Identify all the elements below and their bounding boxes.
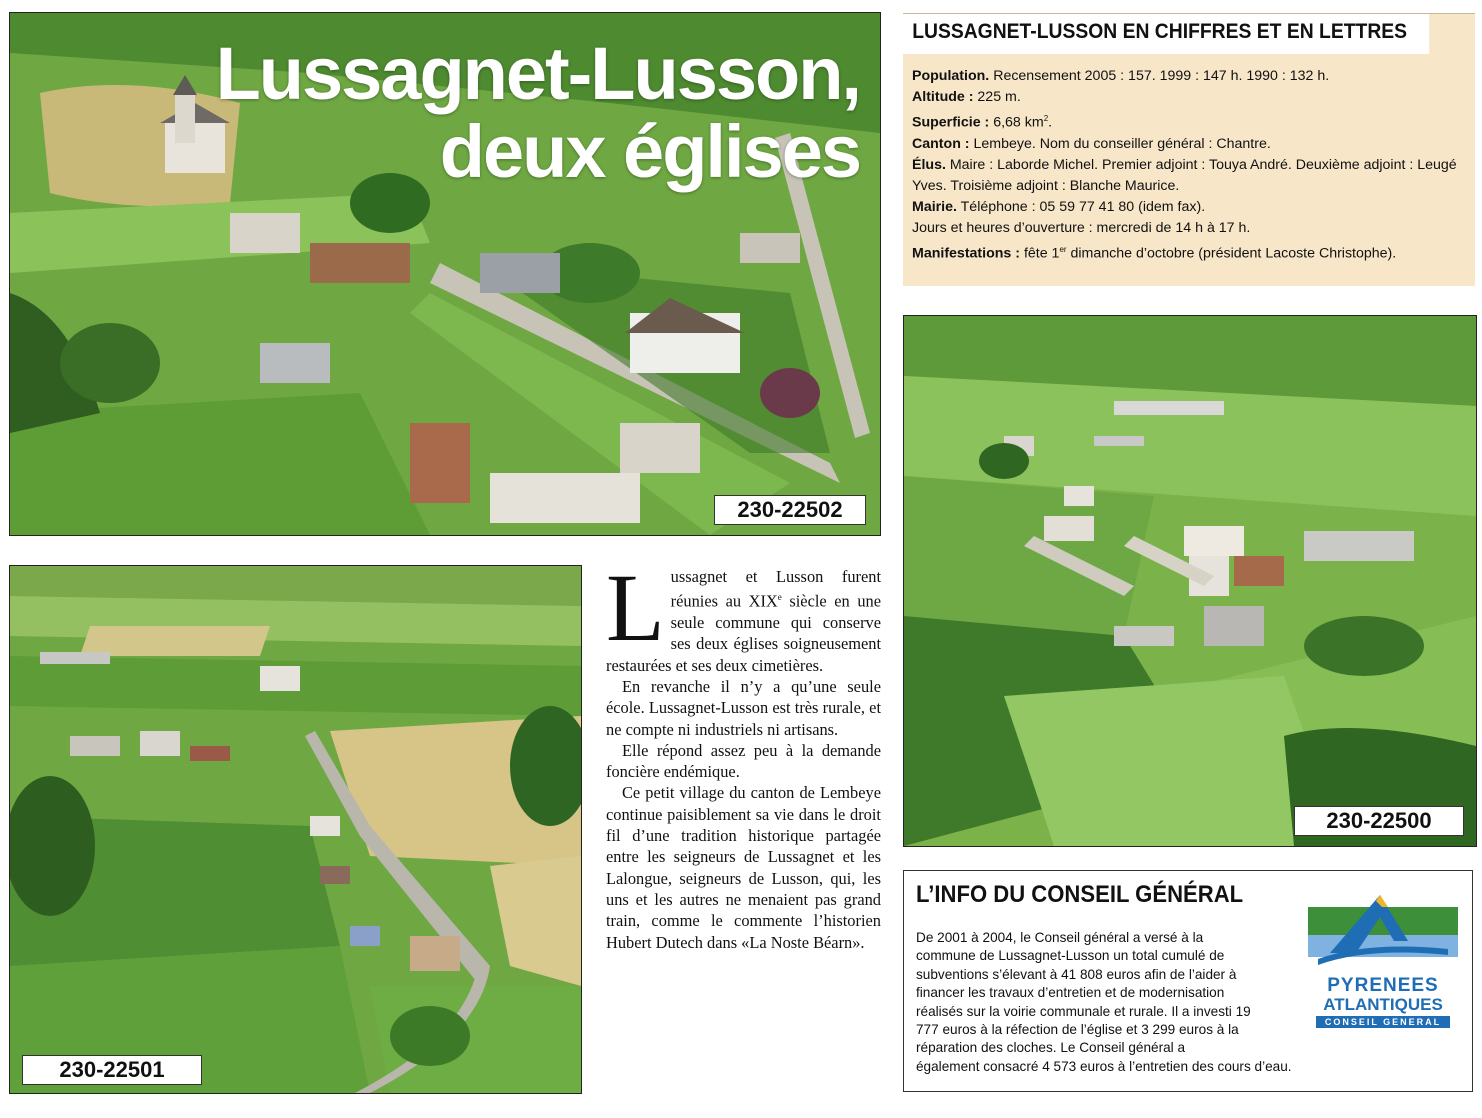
logo-line-1: PYRENEES: [1327, 975, 1439, 996]
fact-value: Téléphone : 05 59 77 41 80 (idem fax).: [956, 198, 1206, 215]
photo-code-label: 230-22500: [1294, 806, 1464, 836]
article-paragraph-3: Elle répond assez peu à la demande foncière endémique.: [606, 740, 881, 782]
fact-label: Population.: [912, 68, 990, 84]
photo-village-church: [9, 12, 881, 536]
fact-label: Superficie :: [912, 114, 990, 131]
facts-title: LUSSAGNET-LUSSON EN CHIFFRES ET EN LETTRES: [903, 14, 1429, 54]
fact-value: 225 m.: [973, 89, 1021, 105]
fact-sup: er: [1059, 244, 1067, 254]
photo-countryside: [9, 565, 582, 1094]
fact-value-end: dimanche d’octobre (président Lacoste Christophe).: [1066, 245, 1397, 262]
article-text: [606, 554, 881, 953]
fact-value: fête 1: [1020, 245, 1060, 262]
fact-label: Élus.: [912, 156, 946, 173]
article-paragraph-2: En revanche il n’y a qu’une seule école. Lussagnet-Lusson est très rurale, et ne compte ni industriels ni artisans.: [606, 676, 881, 739]
fact-horaires: Jours et heures d’ouverture : mercredi de 14 h à 17 h.: [912, 219, 1251, 236]
fact-superficie: [912, 108, 1467, 134]
article-sup: e: [777, 592, 782, 603]
dropcap: L: [606, 554, 665, 661]
photo-code-label: 230-22502: [714, 495, 866, 525]
facts-box: [903, 13, 1475, 286]
photo-farms: [903, 315, 1477, 847]
fact-label: Canton :: [912, 135, 970, 152]
fact-label: Manifestations :: [912, 245, 1020, 262]
info-text: De 2001 à 2004, le Conseil général a versé à la commune de Lussagnet-Lusson un total cumulé de subventions s’élevant à 41 808 euros afin de l’aider à financer les travaux d’entretien et de modernisation réalisés sur la voirie communale et rurale. Il a investi 19 777 euros à la réfection de l’église et 3 299 euros à la réparation des cloches. Le Conseil général a également consacré 4 573 euros à l’entretien des cours d’eau.: [916, 930, 1292, 1074]
pyrenees-atlantiques-logo: [1308, 889, 1458, 1027]
article-text-span: ussagnet et Lusson furent réunies au XIX: [670, 567, 881, 611]
fact-sup: 2: [1043, 114, 1049, 123]
fact-value: Recensement 2005 : 157. 1999 : 147 h. 1990 : 132 h.: [989, 68, 1330, 84]
fact-value: Maire : Laborde Michel. Premier adjoint : Touya André. Deuxième adjoint : Leugé Yves. Troisième adjoint : Blanche Maurice.: [912, 156, 1457, 194]
fact-population: [912, 66, 1467, 87]
fact-label: Altitude :: [912, 89, 974, 105]
fact-label: Mairie.: [912, 198, 957, 215]
article-text-span-end: siècle en une seule commune qui conserve ses deux églises soigneusement restaurées et ses deux cimetières.: [606, 591, 881, 675]
facts-body: [903, 54, 1475, 264]
fact-altitude: [912, 87, 1467, 108]
article-paragraph-4: Ce petit village du canton de Lembeye continue paisiblement sa vie dans le droit fil d’une tradition historique partagée entre les seigneurs de Lussagnet et les Lalongue, seigneurs de Lusson, qui, les uns et les autres ne menaient pas grand train, comme le commente l’historien Hubert Dutech dans «La Noste Béarn».: [606, 783, 881, 952]
aerial-photo-farms-icon: [904, 316, 1476, 846]
logo-line-2: ATLANTIQUES: [1323, 995, 1443, 1014]
photo-code-label: 230-22501: [22, 1055, 202, 1085]
article-paragraph-1: [606, 554, 881, 676]
fact-mairie: [912, 197, 1467, 218]
headline: [200, 32, 860, 193]
info-box: [903, 870, 1473, 1092]
info-title: L’INFO DU CONSEIL GÉNÉRAL: [916, 881, 1244, 908]
fact-value: 6,68 km: [989, 114, 1044, 131]
fact-value: Lembeye. Nom du conseiller général : Chantre.: [969, 135, 1271, 152]
fact-elus: [912, 155, 1467, 197]
fact-manifestations: [912, 239, 1467, 265]
headline-line-1: Lussagnet-Lusson,: [215, 32, 860, 115]
logo-line-3: CONSEIL GENERAL: [1316, 1016, 1450, 1028]
mountain-logo-icon: [1308, 889, 1458, 975]
fact-canton: [912, 134, 1467, 155]
fact-value-end: .: [1048, 114, 1053, 131]
aerial-photo-countryside-icon: [10, 566, 581, 1093]
headline-line-2: deux églises: [439, 110, 860, 193]
